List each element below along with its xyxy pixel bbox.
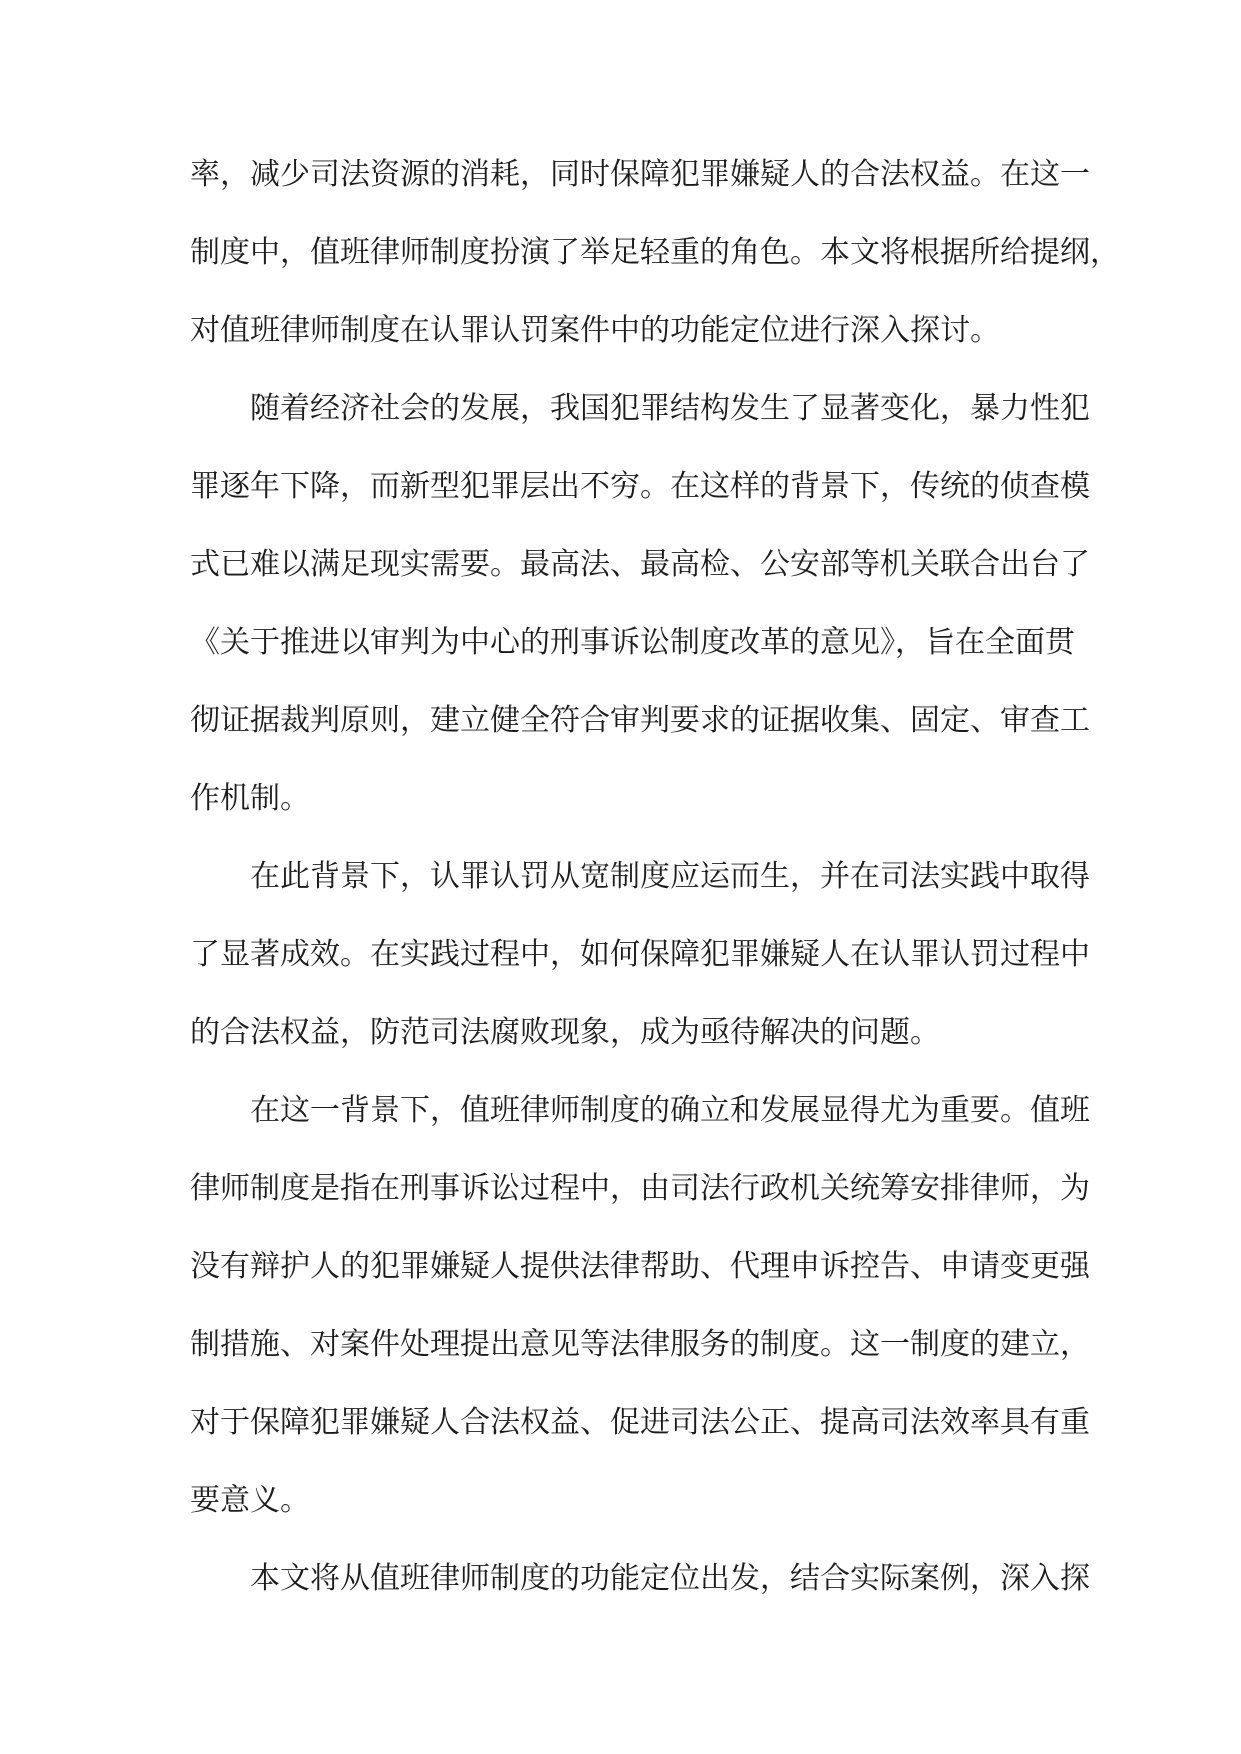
text-line: 作机制。 [190, 781, 310, 816]
text-line: 制度中，值班律师制度扮演了举足轻重的角色。本文将根据所给提纲， [190, 235, 1120, 270]
text-line: 《关于推进以审判为中心的刑事诉讼制度改革的意见》，旨在全面贯 [190, 625, 1075, 660]
text-line: 律师制度是指在刑事诉讼过程中，由司法行政机关统筹安排律师，为 [190, 1171, 1090, 1206]
paragraph-first-line: 随着经济社会的发展，我国犯罪结构发生了显著变化，暴力性犯 [250, 391, 1090, 426]
text-line: 对于保障犯罪嫌疑人合法权益、促进司法公正、提高司法效率具有重 [190, 1405, 1090, 1440]
paragraph-first-line: 在此背景下，认罪认罚从宽制度应运而生，并在司法实践中取得 [250, 859, 1090, 894]
text-line: 了显著成效。在实践过程中，如何保障犯罪嫌疑人在认罪认罚过程中 [190, 937, 1090, 972]
text-line: 率，减少司法资源的消耗，同时保障犯罪嫌疑人的合法权益。在这一 [190, 157, 1090, 192]
paragraph-first-line: 本文将从值班律师制度的功能定位出发，结合实际案例，深入探 [250, 1561, 1090, 1596]
text-line: 要意义。 [190, 1483, 310, 1518]
text-line: 制措施、对案件处理提出意见等法律服务的制度。这一制度的建立， [190, 1327, 1090, 1362]
text-line: 的合法权益，防范司法腐败现象，成为亟待解决的问题。 [190, 1015, 940, 1050]
paragraph-first-line: 在这一背景下，值班律师制度的确立和发展显得尤为重要。值班 [250, 1093, 1090, 1128]
text-line: 对值班律师制度在认罪认罚案件中的功能定位进行深入探讨。 [190, 313, 1000, 348]
text-line: 彻证据裁判原则，建立健全符合审判要求的证据收集、固定、审查工 [190, 703, 1090, 738]
text-line: 式已难以满足现实需要。最高法、最高检、公安部等机关联合出台了 [190, 547, 1090, 582]
text-line: 没有辩护人的犯罪嫌疑人提供法律帮助、代理申诉控告、申请变更强 [190, 1249, 1090, 1284]
body-text [190, 136, 1120, 1618]
text-line: 罪逐年下降，而新型犯罪层出不穷。在这样的背景下，传统的侦查模 [190, 469, 1090, 504]
